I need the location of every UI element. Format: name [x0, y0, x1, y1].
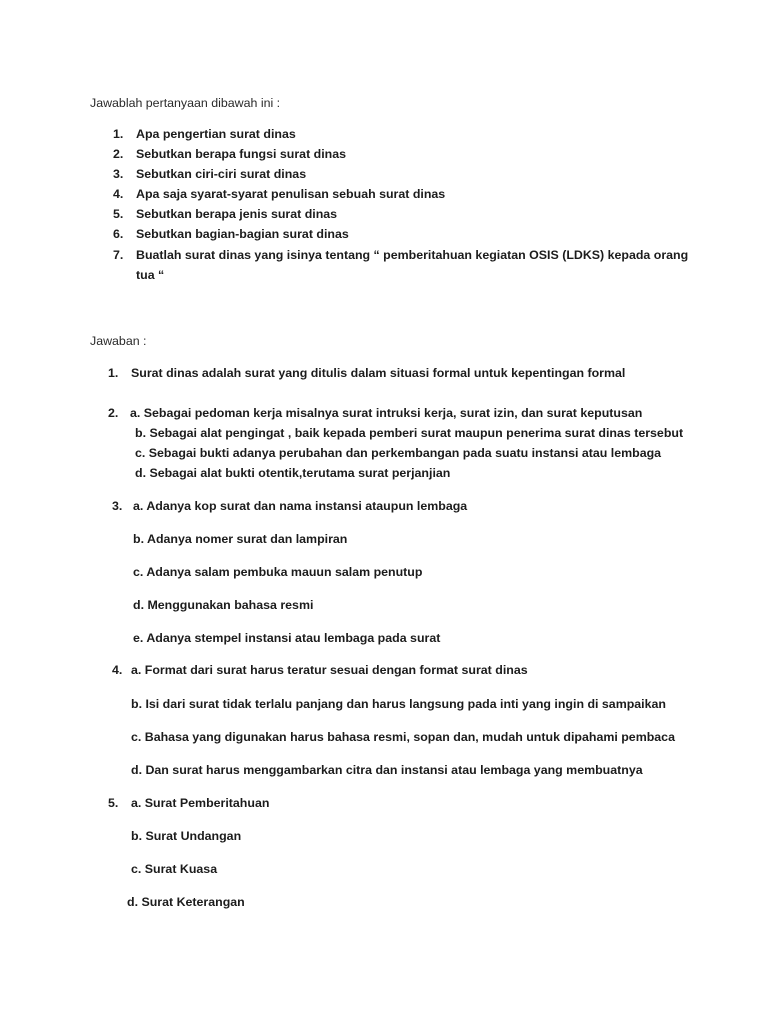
- answer-number: 5.: [108, 796, 119, 810]
- answer-item: a. Format dari surat harus teratur sesuai dengan format surat dinas: [131, 663, 528, 677]
- question-number: 2.: [113, 147, 124, 161]
- question-text-continuation: tua “: [136, 268, 165, 282]
- question-number: 6.: [113, 227, 124, 241]
- answer-item: d. Dan surat harus menggambarkan citra dan instansi atau lembaga yang membuatnya: [131, 763, 643, 777]
- answer-item: b. Adanya nomer surat dan lampiran: [133, 532, 348, 546]
- question-text: Sebutkan bagian-bagian surat dinas: [136, 227, 349, 241]
- question-text: Apa saja syarat-syarat penulisan sebuah surat dinas: [136, 187, 446, 201]
- answer-number: 4.: [112, 663, 123, 677]
- answer-item: c. Bahasa yang digunakan harus bahasa resmi, sopan dan, mudah untuk dipahami pembaca: [131, 730, 675, 744]
- question-text: Sebutkan berapa jenis surat dinas: [136, 207, 338, 221]
- answers-heading: Jawaban :: [90, 334, 147, 348]
- answer-number: 1.: [108, 366, 119, 380]
- answer-item: b. Surat Undangan: [131, 829, 242, 843]
- answer-item: a. Sebagai pedoman kerja misalnya surat intruksi kerja, surat izin, dan surat keputusan: [130, 406, 643, 420]
- instruction-text: Jawablah pertanyaan dibawah ini :: [90, 96, 281, 110]
- answer-item: c. Adanya salam pembuka mauun salam penutup: [133, 565, 423, 579]
- answer-item: d. Menggunakan bahasa resmi: [133, 598, 314, 612]
- question-text: Sebutkan ciri-ciri surat dinas: [136, 167, 307, 181]
- question-text: Buatlah surat dinas yang isinya tentang “ pemberitahuan kegiatan OSIS (LDKS) kepada orang: [136, 248, 689, 262]
- answer-text: Surat dinas adalah surat yang ditulis dalam situasi formal untuk kepentingan formal: [131, 366, 626, 380]
- answer-number: 2.: [108, 406, 119, 420]
- answer-item: a. Surat Pemberitahuan: [131, 796, 270, 810]
- question-number: 4.: [113, 187, 124, 201]
- answer-item: d. Surat Keterangan: [127, 895, 245, 909]
- answer-item: d. Sebagai alat bukti otentik,terutama surat perjanjian: [135, 466, 451, 480]
- question-text: Apa pengertian surat dinas: [136, 127, 296, 141]
- answer-item: c. Sebagai bukti adanya perubahan dan perkembangan pada suatu instansi atau lembaga: [135, 446, 662, 460]
- answer-item: b. Sebagai alat pengingat , baik kepada pemberi surat maupun penerima surat dinas tersebut: [135, 426, 684, 440]
- question-number: 5.: [113, 207, 124, 221]
- answer-item: b. Isi dari surat tidak terlalu panjang dan harus langsung pada inti yang ingin di sampaikan: [131, 697, 666, 711]
- question-text: Sebutkan berapa fungsi surat dinas: [136, 147, 346, 161]
- answer-item: e. Adanya stempel instansi atau lembaga pada surat: [133, 631, 441, 645]
- question-number: 3.: [113, 167, 124, 181]
- answer-item: c. Surat Kuasa: [131, 862, 218, 876]
- question-number: 1.: [113, 127, 124, 141]
- answer-item: a. Adanya kop surat dan nama instansi ataupun lembaga: [133, 499, 468, 513]
- question-number: 7.: [113, 248, 124, 262]
- answer-number: 3.: [112, 499, 123, 513]
